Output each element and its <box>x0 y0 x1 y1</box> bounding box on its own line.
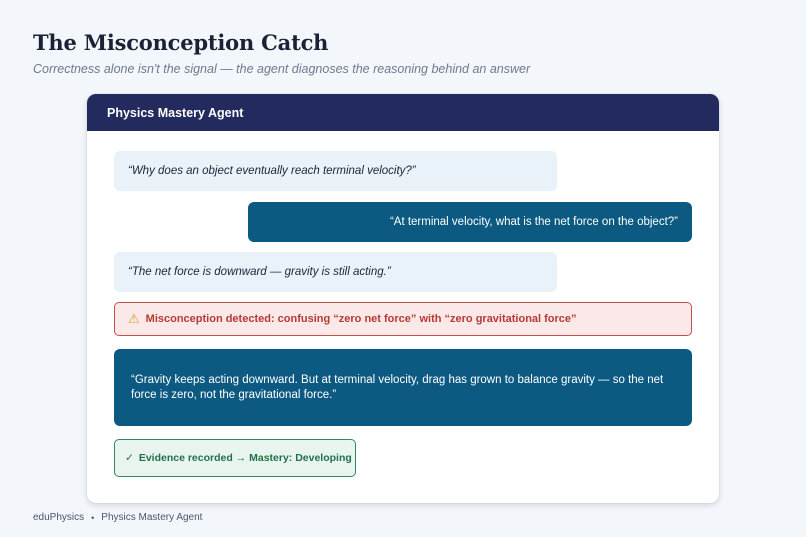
agent-message <box>248 202 692 242</box>
chat-card <box>87 94 719 503</box>
footer-brand: eduPhysics <box>33 512 85 523</box>
check-icon: ✓ <box>125 452 134 464</box>
card-header <box>87 94 719 131</box>
footer-separator: • <box>91 512 95 523</box>
agent-message <box>114 349 692 426</box>
page-subtitle: Correctness alone isn't the signal — the agent diagnoses the reasoning behind an answer <box>33 62 531 76</box>
student-message <box>114 151 557 191</box>
page-title: The Misconception Catch <box>33 30 329 55</box>
warning-icon: ⚠ <box>128 311 140 326</box>
evidence-badge <box>114 439 356 477</box>
message-text: “At terminal velocity, what is the net force on the object?” <box>389 216 678 228</box>
misconception-alert <box>114 302 692 336</box>
message-text: “Why does an object eventually reach terminal velocity?” <box>128 165 416 177</box>
message-text: “The net force is downward — gravity is still acting.” <box>128 266 391 278</box>
evidence-text: Evidence recorded → Mastery: Developing <box>138 452 352 464</box>
message-text: “Gravity keeps acting downward. But at terminal velocity, drag has grown to balance gravity — so the net force is zero, not the gravitational force.” <box>131 374 664 401</box>
footer <box>33 512 202 523</box>
card-header-title: Physics Mastery Agent <box>107 105 244 120</box>
alert-text: Misconception detected: confusing “zero net force” with “zero gravitational force” <box>145 313 577 325</box>
student-message <box>114 252 557 292</box>
footer-product: Physics Mastery Agent <box>101 512 203 523</box>
